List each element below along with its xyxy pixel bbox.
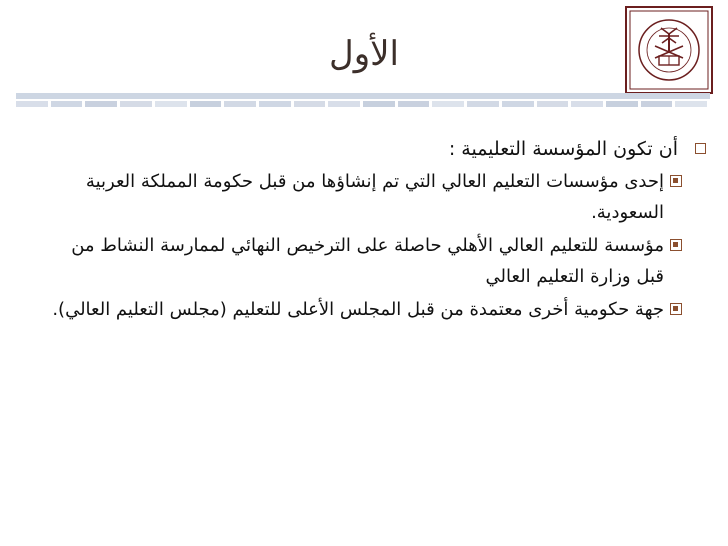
slide-content <box>46 134 706 327</box>
bullet-level1 <box>46 134 706 164</box>
bullet-level2 <box>46 230 706 292</box>
bullet-text: أن تكون المؤسسة التعليمية : <box>448 138 678 160</box>
bullet-level2 <box>46 166 706 228</box>
hollow-square-bullet-icon <box>695 143 706 154</box>
header-divider <box>0 93 728 115</box>
bullet-level2 <box>46 294 706 325</box>
slide-title: الأول <box>329 34 399 74</box>
filled-square-bullet-icon <box>670 303 682 315</box>
bullet-text: مؤسسة للتعليم العالي الأهلي حاصلة على الترخيص النهائي لممارسة النشاط من قبل وزارة التعليم العالي <box>71 235 664 287</box>
filled-square-bullet-icon <box>670 175 682 187</box>
filled-square-bullet-icon <box>670 239 682 251</box>
bullet-text: إحدى مؤسسات التعليم العالي التي تم إنشاؤها من قبل حكومة المملكة العربية السعودية. <box>85 171 664 223</box>
bullet-text: جهة حكومية أخرى معتمدة من قبل المجلس الأعلى للتعليم (مجلس التعليم العالي). <box>52 299 664 320</box>
king-saud-university-logo-icon <box>625 6 713 94</box>
